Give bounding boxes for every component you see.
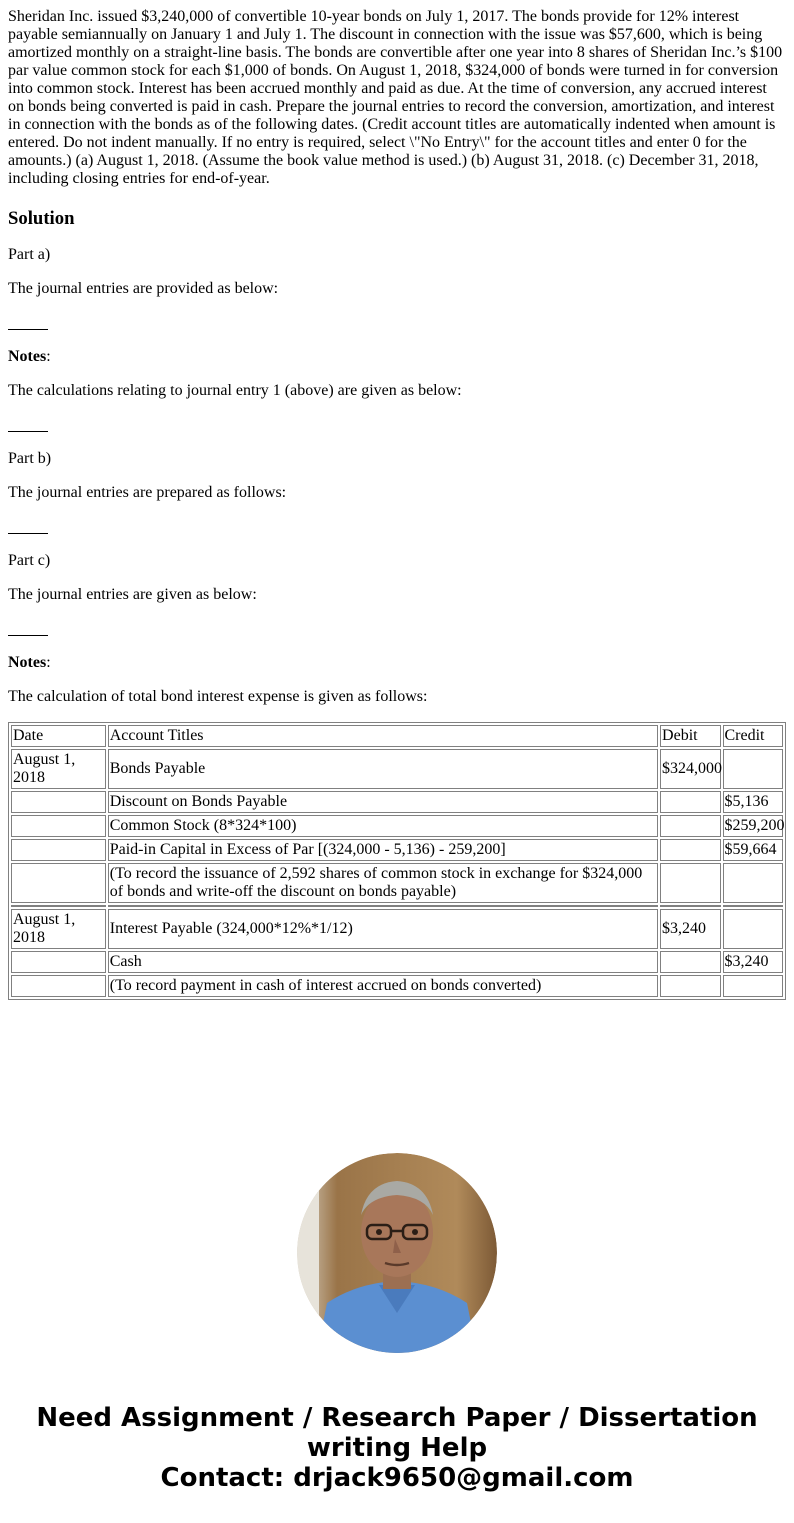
part-c-intro: The journal entries are given as below: [8,586,257,603]
date-cell [11,815,106,837]
separator-rule [8,518,786,536]
spacer-cell [108,905,658,907]
table-row [11,975,783,997]
promo-contact: Contact: drjack9650@gmail.com [160,1463,634,1493]
spacer-cell [11,905,106,907]
notes-label: Notes [8,348,47,365]
table-row [11,749,783,789]
separator-rule [8,314,786,332]
table-row [11,815,783,837]
credit-cell: $59,664 [723,839,784,861]
header-credit: Credit [723,725,784,747]
table-row [11,863,783,903]
date-cell [11,863,106,903]
promo-line-1: Need Assignment / Research Paper / Dissertation [36,1403,758,1433]
account-cell: (To record payment in cash of interest accrued on bonds converted) [108,975,658,997]
header-date: Date [11,725,106,747]
credit-cell: $5,136 [723,791,784,813]
page-content [8,8,786,1000]
part-c-notes-text: The calculation of total bond interest expense is given as follows: [8,688,428,705]
part-a-notes-text: The calculations relating to journal entry 1 (above) are given as below: [8,382,462,399]
table-row [11,791,783,813]
part-a-notes: Notes: [8,348,51,365]
account-cell: Bonds Payable [108,749,658,789]
date-cell [11,951,106,973]
part-a-label: Part a) [8,246,51,263]
header-debit: Debit [660,725,720,747]
debit-cell: $324,000 [660,749,720,789]
journal-entries-table [8,722,786,1000]
debit-cell: $3,240 [660,909,720,949]
entry-separator-row [11,905,783,907]
debit-cell [660,839,720,861]
solution-heading: Solution [8,208,75,229]
separator-rule [8,620,786,638]
problem-statement: Sheridan Inc. issued $3,240,000 of convertible 10-year bonds on July 1, 2017. The bonds provide for 12% interest payable semiannually on January 1 and July 1. The discount in connection with the issue was $57,600, which is being amortized monthly on a straight-line basis. The bonds are convertible after one year into 8 shares of Sheridan Inc.’s $100 par value common stock for each $1,000 of bonds. On August 1, 2018, $324,000 of bonds were turned in for conversion into common stock. Interest has been accrued monthly and paid as due. At the time of conversion, any accrued interest on bonds being converted is paid in cash. Prepare the journal entries to record the conversion, amortization, and interest in connection with the bonds as of the following dates. (Credit account titles are automatically indented when amount is entered. Do not indent manually. If no entry is required, select \"No Entry\" for the account titles and enter 0 for the amounts.) (a) August 1, 2018. (Assume the book value method is used.) (b) August 31, 2018. (c) December 31, 2018, including closing entries for end-of-year. [8,8,783,187]
debit-cell [660,863,720,903]
author-photo [297,1153,497,1353]
promo-line-2: writing Help [306,1433,488,1463]
date-cell [11,975,106,997]
account-cell: Discount on Bonds Payable [108,791,658,813]
debit-cell [660,791,720,813]
account-cell: Paid-in Capital in Excess of Par [(324,000 - 5,136) - 259,200] [108,839,658,861]
notes-label: Notes [8,654,47,671]
debit-cell [660,951,720,973]
account-cell: Interest Payable (324,000*12%*1/12) [108,909,658,949]
date-cell: August 1, 2018 [11,909,106,949]
date-cell: August 1, 2018 [11,749,106,789]
debit-cell [660,815,720,837]
part-b-label: Part b) [8,450,52,467]
part-c-notes: Notes: [8,654,51,671]
person-portrait-icon [297,1153,497,1353]
promo-footer [0,1403,794,1493]
spacer-cell [723,905,784,907]
header-account-titles: Account Titles [108,725,658,747]
account-cell: (To record the issuance of 2,592 shares of common stock in exchange for $324,000 of bonds and write-off the discount on bonds payable) [108,863,658,903]
spacer-cell [660,905,720,907]
table-row [11,909,783,949]
credit-cell [723,909,784,949]
part-b-intro: The journal entries are prepared as follows: [8,484,287,501]
table-header-row [11,725,783,747]
credit-cell [723,749,784,789]
credit-cell: $3,240 [723,951,784,973]
debit-cell [660,975,720,997]
date-cell [11,839,106,861]
credit-cell [723,975,784,997]
table-row [11,839,783,861]
table-row [11,951,783,973]
credit-cell [723,863,784,903]
part-c-label: Part c) [8,552,51,569]
part-a-intro: The journal entries are provided as below: [8,280,279,297]
separator-rule [8,416,786,434]
credit-cell: $259,200 [723,815,784,837]
date-cell [11,791,106,813]
account-cell: Cash [108,951,658,973]
account-cell: Common Stock (8*324*100) [108,815,658,837]
